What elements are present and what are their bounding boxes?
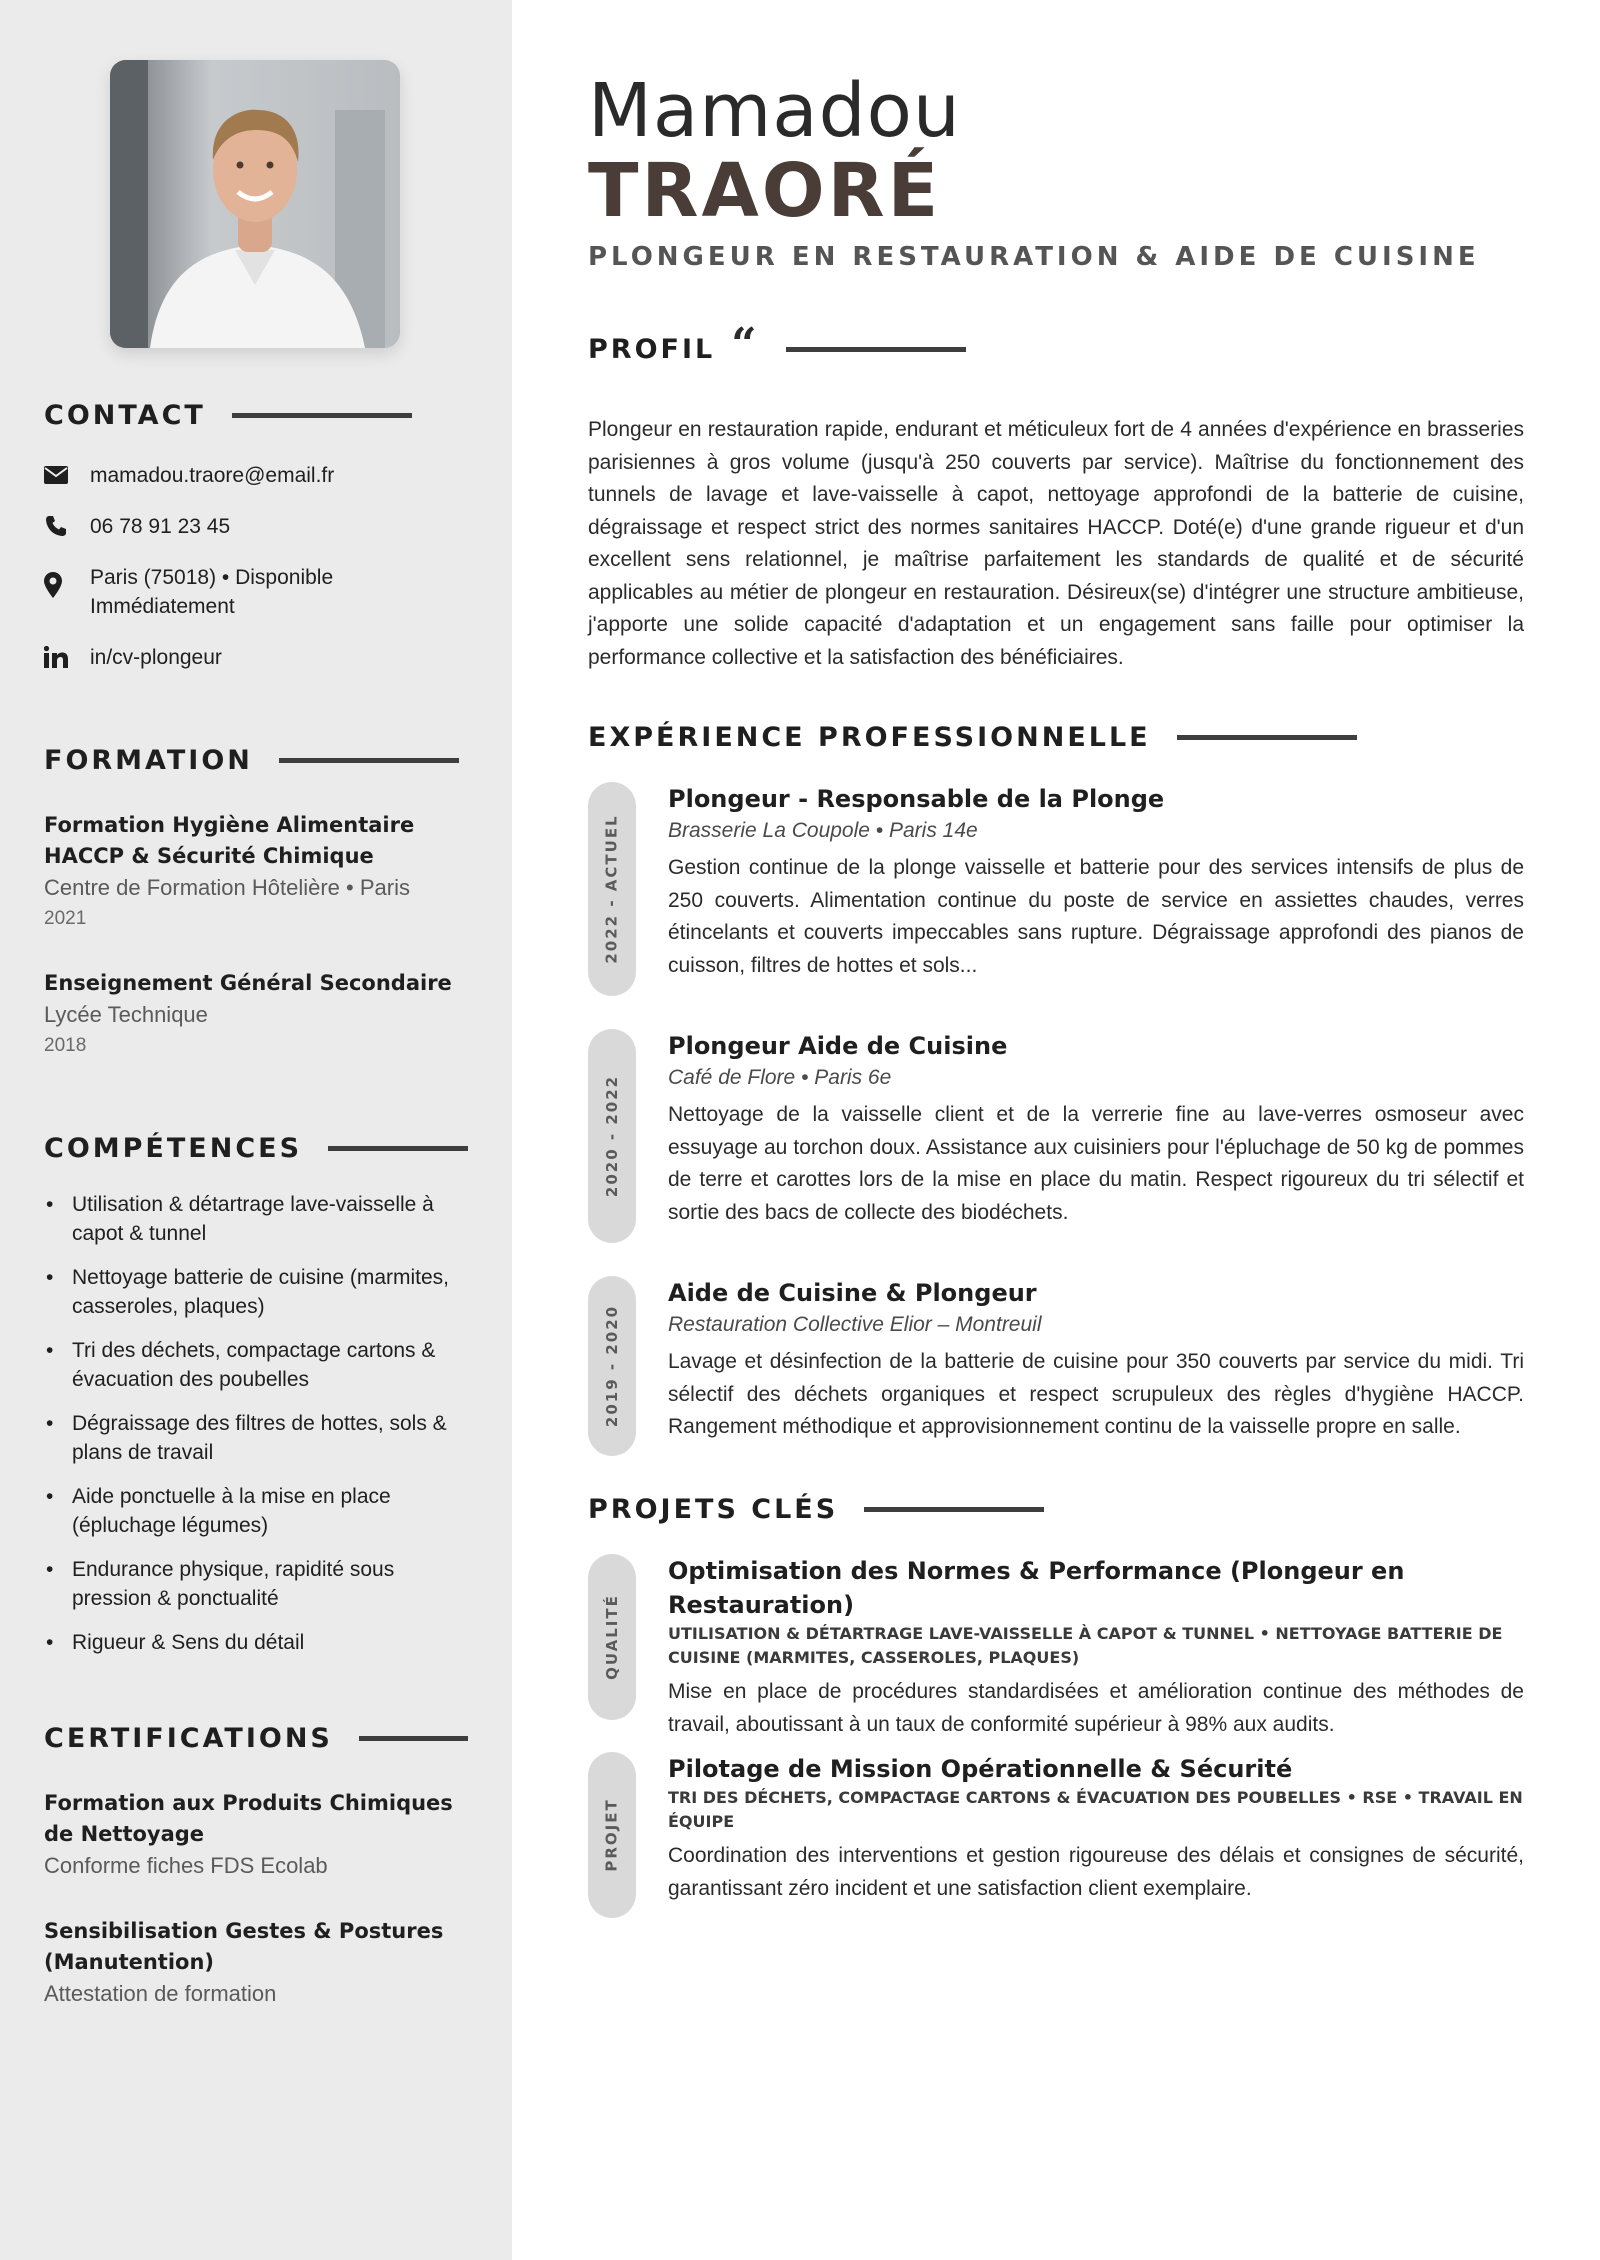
contact-phone[interactable]: 06 78 91 23 45 xyxy=(44,512,468,541)
formation-heading: FORMATION xyxy=(44,745,468,776)
certifications-heading: CERTIFICATIONS xyxy=(44,1723,468,1754)
contact-section xyxy=(44,400,468,694)
project-skills: TRI DES DÉCHETS, COMPACTAGE CARTONS & ÉVACUATION DES POUBELLES • RSE • TRAVAIL EN ÉQUIPE xyxy=(668,1788,1523,1831)
period-badge: 2020 - 2022 xyxy=(588,1029,636,1243)
skill-item: • Rigueur & Sens du détail xyxy=(44,1628,468,1657)
profile-summary: Plongeur en restauration rapide, endurant et méticuleux fort de 4 années d'expérience en brasseries parisiennes à gros volume (jusqu'à 250 couverts par service). Maîtrise du fonctionnement des tunnels de lavage et lave-vaisselle à capot, nettoyage approfondi de la batterie de cuisine, dégraissage et respect strict des normes sanitaires HACCP. Doté(e) d'une grande rigueur et d'un excellent sens relationnel, je maîtrise parfaitement les standards de qualité et de sécurité applicables au métier de plongeur en restauration. Désireux(se) d'intégrer une structure ambitieuse, j'apporte une solide capacité d'adaptation et un engagement sans faille pour optimiser la performance collective et la satisfaction des bénéficiaires. xyxy=(588,418,1524,669)
sidebar xyxy=(0,0,512,2260)
skill-item: • Aide ponctuelle à la mise en place (épluchage légumes) xyxy=(44,1482,468,1540)
competences-section xyxy=(44,1133,468,1672)
certifications-section xyxy=(44,1723,468,2044)
heading-rule xyxy=(232,413,412,418)
experience-description: Gestion continue de la plonge vaisselle et batterie pour des services intensifs de plus de 250 couverts. Alimentation continue du poste de service en assiettes chaudes, verres étincelants et couverts impeccables sans rupture. Dégraissage approfondi des pianos de cuisson, filtres de hottes et sols... xyxy=(668,856,1524,977)
heading-rule xyxy=(786,347,966,352)
envelope-icon xyxy=(44,461,90,489)
skill-item: • Endurance physique, rapidité sous pression & ponctualité xyxy=(44,1555,468,1613)
experience-title: Plongeur - Responsable de la Plonge xyxy=(668,785,1165,813)
projets-heading: PROJETS CLÉS xyxy=(588,1494,1044,1525)
contact-email[interactable]: mamadou.traore@email.fr xyxy=(44,461,468,490)
phone-icon xyxy=(44,512,90,540)
project-tag-badge: QUALITÉ xyxy=(588,1554,636,1720)
skill-item: • Dégraissage des filtres de hottes, sols & plans de travail xyxy=(44,1409,468,1467)
formation-item: Enseignement Général Secondaire Lycée Technique 2018 xyxy=(44,971,452,1056)
profil-heading: PROFIL “ xyxy=(588,334,966,365)
formation-section xyxy=(44,745,468,1095)
experience-company: Café de Flore • Paris 6e xyxy=(668,1066,892,1089)
contact-heading: CONTACT xyxy=(44,400,468,431)
heading-rule xyxy=(328,1146,468,1151)
linkedin-icon xyxy=(44,643,90,671)
heading-rule xyxy=(359,1736,468,1741)
project-title: Pilotage de Mission Opérationnelle & Sécurité xyxy=(668,1755,1293,1783)
contact-location: Paris (75018) • Disponible Immédiatement xyxy=(44,563,468,621)
certification-item: Sensibilisation Gestes & Postures (Manutention) Attestation de formation xyxy=(44,1919,444,2006)
heading-rule xyxy=(864,1507,1044,1512)
last-name: TRAORÉ xyxy=(588,148,942,234)
project-title: Optimisation des Normes & Performance (Plongeur en Restauration) xyxy=(668,1557,1405,1619)
experience-description: Lavage et désinfection de la batterie de cuisine pour 350 couverts par service du midi. Tri sélectif des déchets organiques et respect scrupuleux des règles d'hygiène HACCP. Rangement méthodique et approvisionnement continu de la vaisselle propre en salle. xyxy=(668,1350,1524,1438)
competences-heading: COMPÉTENCES xyxy=(44,1133,468,1164)
experience-company: Brasserie La Coupole • Paris 14e xyxy=(668,819,978,842)
certification-item: Formation aux Produits Chimiques de Nettoyage Conforme fiches FDS Ecolab xyxy=(44,1791,453,1878)
first-name: Mamadou xyxy=(588,68,961,154)
period-badge: 2019 - 2020 xyxy=(588,1276,636,1456)
formation-item: Formation Hygiène Alimentaire HACCP & Sécurité Chimique Centre de Formation Hôtelière • Paris 2021 xyxy=(44,813,415,929)
job-title: PLONGEUR EN RESTAURATION & AIDE DE CUISINE xyxy=(588,242,1480,272)
experience-company: Restauration Collective Elior – Montreuil xyxy=(668,1313,1042,1336)
period-badge: 2022 - ACTUEL xyxy=(588,782,636,996)
contact-linkedin[interactable]: in/cv-plongeur xyxy=(44,643,468,672)
quote-icon: “ xyxy=(731,318,760,370)
project-tag-badge: PROJET xyxy=(588,1752,636,1918)
experience-title: Aide de Cuisine & Plongeur xyxy=(668,1279,1037,1307)
experience-description: Nettoyage de la vaisselle client et de la verrerie fine au lave-verres osmoseur avec essuyage au torchon doux. Assistance aux cuisiniers pour l'épluchage de 50 kg de pommes de terre et carottes lors de la mise en place du matin. Respect rigoureux du tri sélectif et sortie des bacs de collecte des biodéchets. xyxy=(668,1103,1524,1224)
skill-item: • Tri des déchets, compactage cartons & évacuation des poubelles xyxy=(44,1336,468,1394)
heading-rule xyxy=(1177,735,1357,740)
map-pin-icon xyxy=(44,571,90,599)
experience-title: Plongeur Aide de Cuisine xyxy=(668,1032,1008,1060)
skill-item: • Nettoyage batterie de cuisine (marmites, casseroles, plaques) xyxy=(44,1263,468,1321)
skill-item: • Utilisation & détartrage lave-vaisselle à capot & tunnel xyxy=(44,1190,468,1248)
experience-heading: EXPÉRIENCE PROFESSIONNELLE xyxy=(588,722,1357,753)
profile-photo xyxy=(110,60,400,348)
heading-rule xyxy=(279,758,459,763)
project-skills: UTILISATION & DÉTARTRAGE LAVE-VAISSELLE À CAPOT & TUNNEL • NETTOYAGE BATTERIE DE CUISINE (MARMITES, CASSEROLES, PLAQUES) xyxy=(668,1624,1503,1667)
project-description: Coordination des interventions et gestion rigoureuse des délais et consignes de sécurité, garantissant zéro incident et une satisfaction client exemplaire. xyxy=(668,1844,1524,1900)
project-description: Mise en place de procédures standardisées et amélioration continue des méthodes de travail, aboutissant à un taux de conformité supérieur à 98% aux audits. xyxy=(668,1680,1524,1736)
